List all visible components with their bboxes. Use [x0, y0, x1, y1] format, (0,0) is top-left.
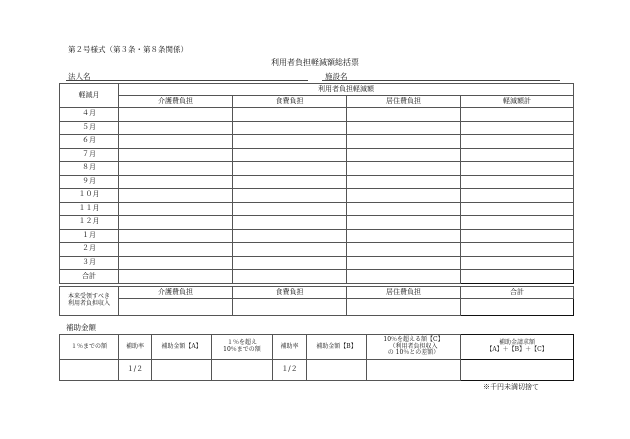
cell[interactable]	[119, 175, 233, 189]
cell[interactable]	[119, 189, 233, 203]
facility-name-field[interactable]	[322, 80, 560, 81]
1-to-10pct-header	[212, 335, 273, 360]
cell[interactable]	[233, 299, 347, 316]
cell[interactable]	[233, 121, 347, 135]
cell[interactable]	[347, 243, 461, 257]
cell[interactable]	[347, 121, 461, 135]
cell[interactable]	[461, 135, 574, 149]
cell[interactable]	[119, 162, 233, 176]
over-10pct-line2: （利用者負担収入	[389, 342, 438, 350]
cell[interactable]	[461, 229, 574, 243]
cell[interactable]	[233, 243, 347, 257]
cell[interactable]	[233, 148, 347, 162]
month-label: ９月	[60, 175, 119, 189]
claim-amount-line2: 【A】＋【B】＋【C】	[486, 346, 548, 353]
month-label: ２月	[60, 243, 119, 257]
income-total-header: 合計	[461, 287, 574, 299]
month-label: １月	[60, 229, 119, 243]
month-label: ６月	[60, 135, 119, 149]
reduction-table	[59, 83, 574, 284]
month-label: ８月	[60, 162, 119, 176]
total-label: 合計	[60, 270, 119, 284]
cell[interactable]	[233, 162, 347, 176]
income-food-header: 食費負担	[233, 287, 347, 299]
claim-amount-header	[461, 335, 574, 360]
subsidy-section-title: 補助金額	[66, 323, 96, 332]
income-label-line1: 本来受領すべき	[68, 293, 110, 301]
cell[interactable]	[347, 148, 461, 162]
rate-a-value: １/２	[119, 360, 152, 381]
cell[interactable]	[347, 162, 461, 176]
cell[interactable]	[347, 135, 461, 149]
month-label: ３月	[60, 256, 119, 270]
1-to-10pct-line2: 10％までの額	[223, 346, 261, 353]
cell[interactable]	[461, 175, 574, 189]
over-10pct-line3: の 10％との差額）	[387, 349, 440, 357]
food-cost-header: 食費負担	[233, 96, 347, 108]
cell[interactable]	[119, 216, 233, 230]
cell[interactable]	[307, 360, 367, 381]
cell[interactable]	[233, 135, 347, 149]
month-header: 軽減月	[60, 84, 119, 108]
cell[interactable]	[347, 299, 461, 316]
cell[interactable]	[347, 256, 461, 270]
cell[interactable]	[461, 189, 574, 203]
cell[interactable]	[461, 121, 574, 135]
form-title: 利用者負担軽減額総括票	[271, 58, 359, 67]
cell[interactable]	[233, 270, 347, 284]
rate-b-value: １/２	[273, 360, 307, 381]
cell[interactable]	[119, 270, 233, 284]
over-10pct-header	[367, 335, 461, 360]
subsidy-table	[59, 334, 574, 381]
cell[interactable]	[347, 108, 461, 122]
cell[interactable]	[233, 229, 347, 243]
cell[interactable]	[233, 175, 347, 189]
subsidy-a-header: 補助金額【A】	[152, 335, 212, 360]
rate-b-header: 補助率	[273, 335, 307, 360]
cell[interactable]	[212, 360, 273, 381]
1-to-10pct-line1: １％を超え	[226, 339, 257, 347]
income-row-label	[60, 287, 119, 316]
claim-amount-cell[interactable]	[461, 360, 574, 381]
income-residence-header: 居住費負担	[347, 287, 461, 299]
cell[interactable]	[233, 108, 347, 122]
month-label: ７月	[60, 148, 119, 162]
cell[interactable]	[347, 229, 461, 243]
cell[interactable]	[233, 256, 347, 270]
cell[interactable]	[367, 360, 461, 381]
cell[interactable]	[461, 243, 574, 257]
month-label: ５月	[60, 121, 119, 135]
cell[interactable]	[119, 121, 233, 135]
income-care-header: 介護費負担	[119, 287, 233, 299]
cell[interactable]	[119, 108, 233, 122]
cell[interactable]	[152, 360, 212, 381]
cell[interactable]	[461, 148, 574, 162]
cell[interactable]	[119, 256, 233, 270]
over-10pct-line1: 10％を超える額【C】	[383, 336, 444, 344]
month-label: １２月	[60, 216, 119, 230]
rounding-note: ※千円未満切捨て	[483, 383, 539, 391]
cell[interactable]	[60, 360, 119, 381]
grand-total-cell[interactable]	[461, 270, 574, 284]
income-label-line2: 利用者負担収入	[67, 300, 110, 307]
cell[interactable]	[119, 148, 233, 162]
cell[interactable]	[347, 202, 461, 216]
cell[interactable]	[347, 270, 461, 284]
corporation-name-field[interactable]	[66, 80, 308, 81]
cell[interactable]	[461, 202, 574, 216]
facility-label: 施設名	[325, 72, 348, 81]
form-number: 第２号様式（第３条・第８条関係）	[68, 45, 188, 54]
reduction-total-header: 軽減額計	[461, 96, 574, 108]
reduction-group-header: 利用者負担軽減額	[119, 84, 574, 96]
cell[interactable]	[461, 162, 574, 176]
claim-amount-line1: 補助金請求額	[498, 339, 535, 347]
cell[interactable]	[119, 243, 233, 257]
cell[interactable]	[119, 229, 233, 243]
cell[interactable]	[119, 202, 233, 216]
care-cost-header: 介護費負担	[119, 96, 233, 108]
rate-a-header: 補助率	[119, 335, 152, 360]
cell[interactable]	[347, 175, 461, 189]
corporation-label: 法人名	[68, 72, 91, 81]
residence-cost-header: 居住費負担	[347, 96, 461, 108]
month-label: １０月	[60, 189, 119, 203]
cell[interactable]	[233, 216, 347, 230]
cell[interactable]	[461, 216, 574, 230]
income-table	[59, 286, 574, 316]
cell[interactable]	[233, 202, 347, 216]
subsidy-b-header: 補助金額【B】	[307, 335, 367, 360]
cell[interactable]	[119, 135, 233, 149]
cell[interactable]	[347, 189, 461, 203]
month-label: １１月	[60, 202, 119, 216]
cell[interactable]	[347, 216, 461, 230]
month-label: ４月	[60, 108, 119, 122]
cell[interactable]	[461, 256, 574, 270]
income-total-cell[interactable]	[461, 299, 574, 316]
up-to-1pct-header: １％までの額	[60, 335, 119, 360]
cell[interactable]	[233, 189, 347, 203]
cell[interactable]	[119, 299, 233, 316]
cell[interactable]	[461, 108, 574, 122]
